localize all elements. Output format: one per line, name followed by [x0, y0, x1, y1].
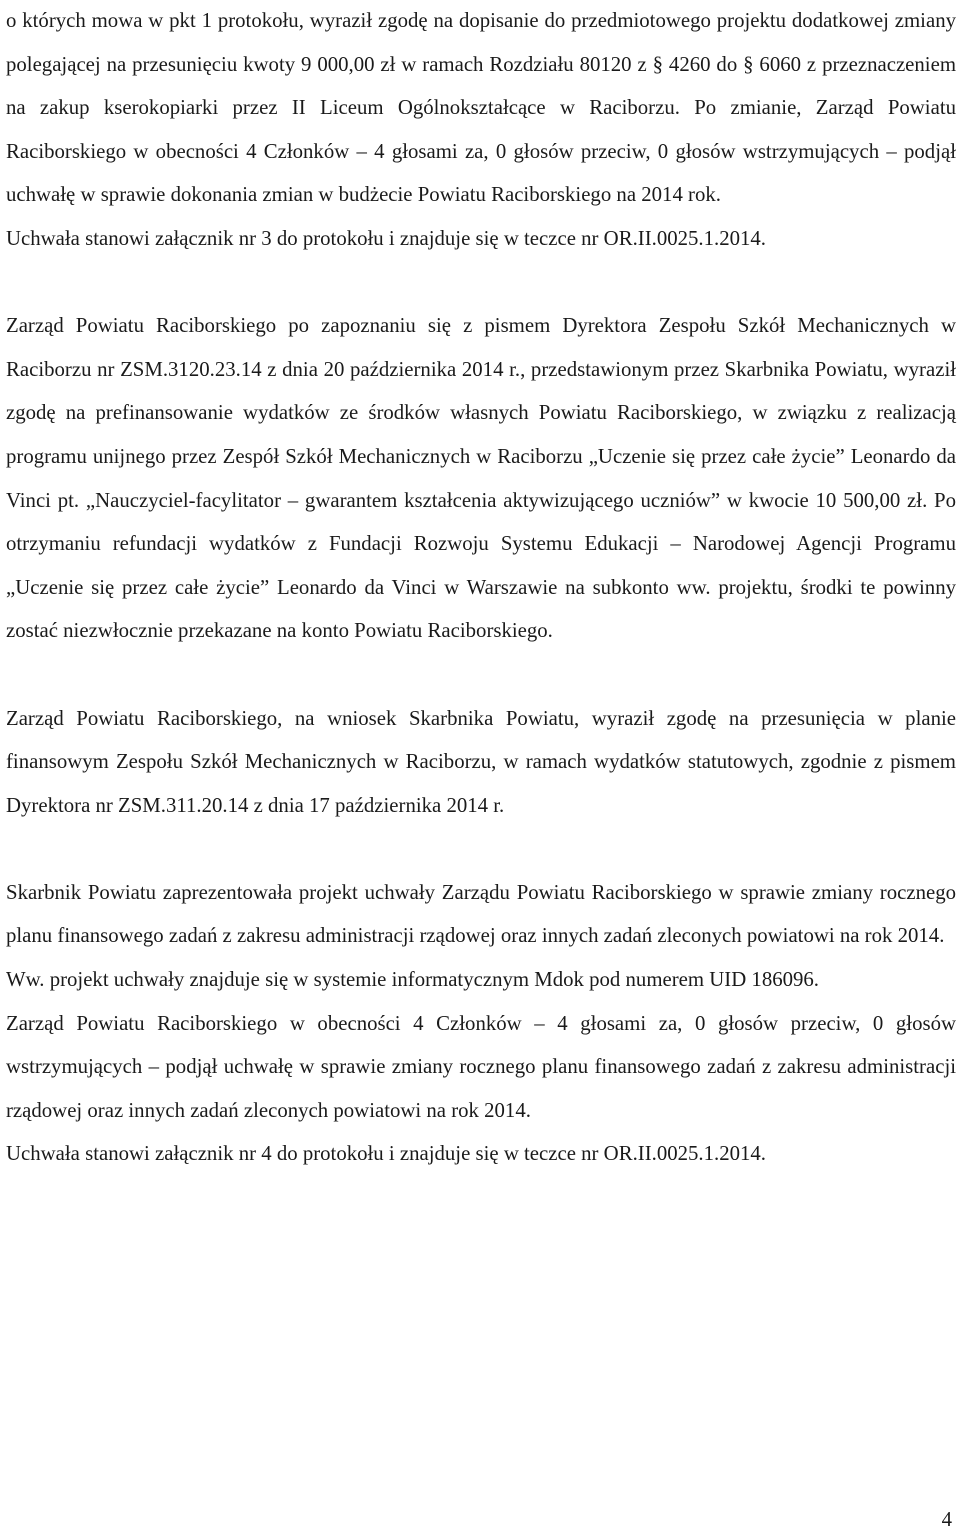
paragraph-resolution-adopted: Zarząd Powiatu Raciborskiego w obecności 4 Członków – 4 głosami za, 0 głosów przeciw, 0 głosów wstrzymujących – podjął uchwałę w sprawie zmiany rocznego planu finansowego zadań z zakresu administracji rządowej oraz innych zadań zleconych powiatowi na rok 2014.	[6, 1011, 956, 1122]
paragraph-budget-change: o których mowa w pkt 1 protokołu, wyraził zgodę na dopisanie do przedmiotowego projektu dodatkowej zmiany polegającej na przesunięciu kwoty 9 000,00 zł w ramach Rozdziału 80120 z § 4260 do § 6060 z przeznaczeniem na zakup kserokopiarki przez II Liceum Ogólnokształcące w Raciborzu. Po zmianie, Zarząd Powiatu Raciborskiego w obecności 4 Członków – 4 głosami za, 0 głosów przeciw, 0 głosów wstrzymujących – podjął uchwałę w sprawie dokonania zmian w budżecie Powiatu Raciborskiego na 2014 rok.	[6, 9, 956, 207]
paragraph-spacer	[6, 261, 956, 305]
paragraph-treasurer-project: Skarbnik Powiatu zaprezentowała projekt uchwały Zarządu Powiatu Raciborskiego w sprawie zmiany rocznego planu finansowego zadań z zakresu administracji rządowej oraz innych zadań zleconych powiatowi na rok 2014.	[6, 880, 956, 948]
paragraph-spacer	[6, 827, 956, 871]
paragraph-prefinancing: Zarząd Powiatu Raciborskiego po zapoznaniu się z pismem Dyrektora Zespołu Szkół Mechanicznych w Raciborzu nr ZSM.3120.23.14 z dnia 20 października 2014 r., przedstawionym przez Skarbnika Powiatu, wyraził zgodę na prefinansowanie wydatków ze środków własnych Powiatu Raciborskiego, w związku z realizacją programu unijnego przez Zespół Szkół Mechanicznych w Raciborzu „Uczenie się przez całe życie” Leonardo da Vinci pt. „Nauczyciel-facylitator – gwarantem kształcenia aktywizującego uczniów” w kwocie 10 500,00 zł. Po otrzymaniu refundacji wydatków z Fundacji Rozwoju Systemu Edukacji – Narodowej Agencji Programu „Uczenie się przez całe życie” Leonardo da Vinci w Warszawie na subkonto ww. projektu, środki te powinny zostać niezwłocznie przekazane na konto Powiatu Raciborskiego.	[6, 314, 956, 643]
document-page	[6, 0, 956, 1176]
paragraph-resolution-4: Uchwała stanowi załącznik nr 4 do protokołu i znajduje się w teczce nr OR.II.0025.1.2014.	[6, 1142, 767, 1166]
paragraph-resolution-3: Uchwała stanowi załącznik nr 3 do protokołu i znajduje się w teczce nr OR.II.0025.1.2014.	[6, 226, 767, 250]
paragraph-uid: Ww. projekt uchwały znajduje się w systemie informatycznym Mdok pod numerem UID 186096.	[6, 968, 820, 992]
paragraph-spacer	[6, 653, 956, 697]
paragraph-transfers: Zarząd Powiatu Raciborskiego, na wniosek Skarbnika Powiatu, wyraził zgodę na przesunięcia w planie finansowym Zespołu Szkół Mechanicznych w Raciborzu, w ramach wydatków statutowych, zgodnie z pismem Dyrektora nr ZSM.311.20.14 z dnia 17 października 2014 r.	[6, 706, 956, 817]
page-number: 4	[941, 1508, 952, 1531]
